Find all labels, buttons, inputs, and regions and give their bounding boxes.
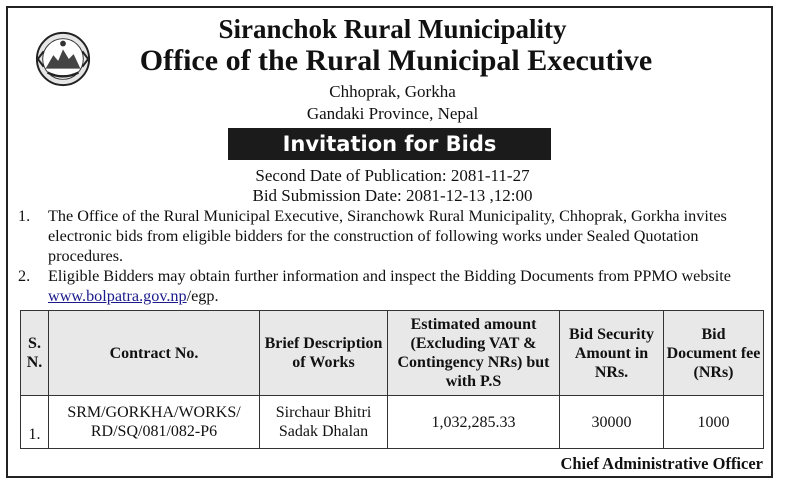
cell-description: Sirchaur Bhitri Sadak Dhalan bbox=[260, 396, 388, 449]
paragraph-text-after: /egp. bbox=[186, 287, 219, 305]
paragraph-number: 1. bbox=[18, 207, 31, 225]
header-sn: S. N. bbox=[21, 311, 49, 396]
invitation-banner: Invitation for Bids bbox=[228, 128, 551, 160]
paragraph-1 bbox=[18, 206, 763, 266]
submission-date: Bid Submission Date: 2081-12-13 ,12:00 bbox=[252, 186, 533, 205]
address-line-1: Chhoprak, Gorkha bbox=[329, 82, 456, 101]
paragraph-text: The Office of the Rural Municipal Executive, Siranchowk Rural Municipality, Chhoprak, Gorkha invites electronic bids from eligible bidders for the construction of following works under Sealed Quotation procedures. bbox=[48, 207, 727, 265]
cell-sn: 1. bbox=[21, 396, 49, 449]
paragraph-number: 2. bbox=[18, 267, 31, 285]
bids-table bbox=[20, 310, 764, 449]
publication-date: Second Date of Publication: 2081-11-27 bbox=[255, 166, 530, 185]
paragraph-text-before: Eligible Bidders may obtain further information and inspect the Bidding Documents from PPMO website bbox=[48, 267, 731, 285]
cell-estimated-amount: 1,032,285.33 bbox=[388, 396, 560, 449]
cell-bid-security: 30000 bbox=[560, 396, 664, 449]
header-document-fee: Bid Document fee (NRs) bbox=[664, 311, 764, 396]
table-row bbox=[21, 396, 764, 449]
header-estimated-amount: Estimated amount (Excluding VAT & Contingency NRs) but with P.S bbox=[388, 311, 560, 396]
cell-document-fee: 1000 bbox=[664, 396, 764, 449]
cell-contract-no: SRM/GORKHA/WORKS/ RD/SQ/081/082-P6 bbox=[49, 396, 260, 449]
office-name: Office of the Rural Municipal Executive bbox=[139, 44, 653, 77]
table-header-row bbox=[21, 311, 764, 396]
address-line-2: Gandaki Province, Nepal bbox=[306, 104, 479, 123]
municipality-name: Siranchok Rural Municipality bbox=[218, 14, 567, 44]
header-description: Brief Description of Works bbox=[260, 311, 388, 396]
paragraph-2 bbox=[18, 266, 763, 306]
paragraph-text bbox=[48, 266, 763, 306]
header-contract-no: Contract No. bbox=[49, 311, 260, 396]
signoff: Chief Administrative Officer bbox=[560, 454, 763, 473]
bolpatra-link[interactable]: www.bolpatra.gov.np bbox=[48, 287, 187, 305]
header-bid-security: Bid Security Amount in NRs. bbox=[560, 311, 664, 396]
